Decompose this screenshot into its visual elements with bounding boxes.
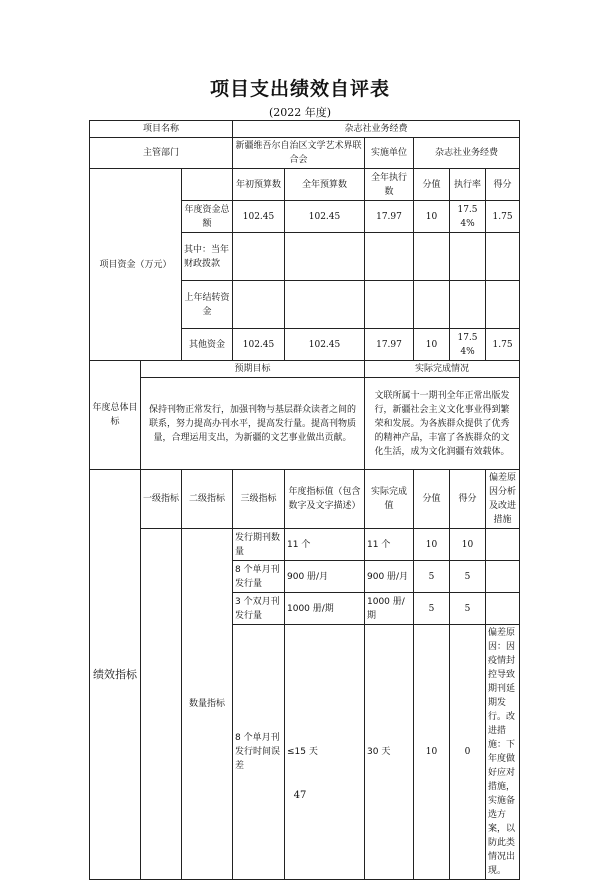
- perf-target-cell: 1000 册/期: [285, 593, 365, 625]
- perf-score-cell: 5: [414, 561, 450, 593]
- funds-cell: 102.45: [233, 201, 285, 233]
- perf-level3-cell: 8 个单月刊发行量: [233, 561, 285, 593]
- funds-cell: [233, 281, 285, 329]
- perf-actual-cell: 11 个: [365, 529, 414, 561]
- perf-got-cell: 10: [450, 529, 486, 561]
- funds-header-annual: 全年预算数: [285, 169, 365, 201]
- perf-level2-cell: 数量指标: [182, 529, 233, 880]
- funds-cell: 17.97: [365, 201, 414, 233]
- funds-header-got: 得分: [486, 169, 520, 201]
- perf-actual-cell: 30 天: [365, 625, 414, 880]
- funds-row-label: 年度资金总额: [182, 201, 233, 233]
- perf-got-cell: 5: [450, 561, 486, 593]
- funds-cell: 102.45: [285, 201, 365, 233]
- funds-cell: 10: [414, 329, 450, 361]
- perf-got-cell: 0: [450, 625, 486, 880]
- perf-level3-cell: 发行期刊数量: [233, 529, 285, 561]
- funds-cell: [486, 233, 520, 281]
- funds-cell: [285, 233, 365, 281]
- perf-label: 绩效指标: [90, 470, 141, 880]
- funds-cell: 17.97: [365, 329, 414, 361]
- perf-score-cell: 5: [414, 593, 450, 625]
- funds-row-label: 其他资金: [182, 329, 233, 361]
- perf-score-cell: 10: [414, 625, 450, 880]
- dept-value: 新疆维吾尔自治区文学艺术界联合会: [233, 138, 365, 169]
- perf-target-cell: 11 个: [285, 529, 365, 561]
- funds-header-blank: [182, 169, 233, 201]
- perf-level3-cell: 8 个单月刊发行时间误差: [233, 625, 285, 880]
- perf-note-cell: 偏差原因：因疫情封控导致期刊延期发行。改进措施：下年度做好应对措施，实施备选方案，以防此类情况出现。: [486, 625, 520, 880]
- expected-goal-text: 保持刊物正常发行，加强刊物与基层群众读者之间的联系，努力提高办刊水平，提高发行量。提高刊物质量，合理运用支出，为新疆的文艺事业做出贡献。: [141, 378, 365, 470]
- funds-header-rate: 执行率: [450, 169, 486, 201]
- funds-row-label: 上年结转资金: [182, 281, 233, 329]
- perf-score-cell: 10: [414, 529, 450, 561]
- page-title: 项目支出绩效自评表: [209, 78, 390, 100]
- perf-header-level1: 一级指标: [141, 470, 182, 529]
- funds-cell: 10: [414, 201, 450, 233]
- dept-label: 主管部门: [90, 138, 233, 169]
- funds-cell: 102.45: [233, 329, 285, 361]
- funds-cell: [414, 233, 450, 281]
- actual-goal-header: 实际完成情况: [365, 361, 520, 378]
- page-number: 47: [293, 790, 307, 801]
- funds-cell: [450, 281, 486, 329]
- perf-header-score: 分值: [414, 470, 450, 529]
- funds-cell: 17.54%: [450, 329, 486, 361]
- funds-label: 项目资金（万元）: [90, 169, 182, 361]
- funds-row-label: 其中：当年财政拨款: [182, 233, 233, 281]
- unit-label: 实施单位: [365, 138, 414, 169]
- funds-header-initial: 年初预算数: [233, 169, 285, 201]
- perf-header-level3: 三级指标: [233, 470, 285, 529]
- perf-header-target: 年度指标值（包含数字及文字描述）: [285, 470, 365, 529]
- goal-label: 年度总体目标: [90, 361, 141, 470]
- funds-cell: 102.45: [285, 329, 365, 361]
- perf-header-note: 偏差原因分析及改进措施: [486, 470, 520, 529]
- actual-goal-text: 文联所属十一期刊全年正常出版发行，新疆社会主义文化事业得到繁荣和发展。为各族群众提供了优秀的精神产品，丰富了各族群众的文化生活，成为文化润疆有效载体。: [365, 378, 520, 470]
- unit-value: 杂志社业务经费: [414, 138, 520, 169]
- funds-cell: [365, 233, 414, 281]
- funds-cell: [285, 281, 365, 329]
- perf-target-cell: ≤15 天: [285, 625, 365, 880]
- perf-level1-cell: [141, 529, 182, 880]
- perf-note-cell: [486, 593, 520, 625]
- year-label: (2022 年度): [268, 106, 332, 119]
- perf-level3-cell: 3 个双月刊发行量: [233, 593, 285, 625]
- funds-header-score: 分值: [414, 169, 450, 201]
- self-evaluation-table: [89, 120, 520, 880]
- funds-cell: [450, 233, 486, 281]
- perf-actual-cell: 900 册/月: [365, 561, 414, 593]
- perf-target-cell: 900 册/月: [285, 561, 365, 593]
- perf-note-cell: [486, 561, 520, 593]
- expected-goal-header: 预期目标: [141, 361, 365, 378]
- funds-cell: [365, 281, 414, 329]
- funds-cell: [414, 281, 450, 329]
- perf-header-got: 得分: [450, 470, 486, 529]
- perf-actual-cell: 1000 册/期: [365, 593, 414, 625]
- project-name-value: 杂志社业务经费: [233, 121, 520, 138]
- funds-cell: 17.54%: [450, 201, 486, 233]
- funds-cell: 1.75: [486, 329, 520, 361]
- funds-cell: 1.75: [486, 201, 520, 233]
- project-name-label: 项目名称: [90, 121, 233, 138]
- perf-header-level2: 二级指标: [182, 470, 233, 529]
- perf-note-cell: [486, 529, 520, 561]
- perf-header-actual: 实际完成值: [365, 470, 414, 529]
- funds-cell: [233, 233, 285, 281]
- funds-header-executed: 全年执行数: [365, 169, 414, 201]
- funds-cell: [486, 281, 520, 329]
- perf-got-cell: 5: [450, 593, 486, 625]
